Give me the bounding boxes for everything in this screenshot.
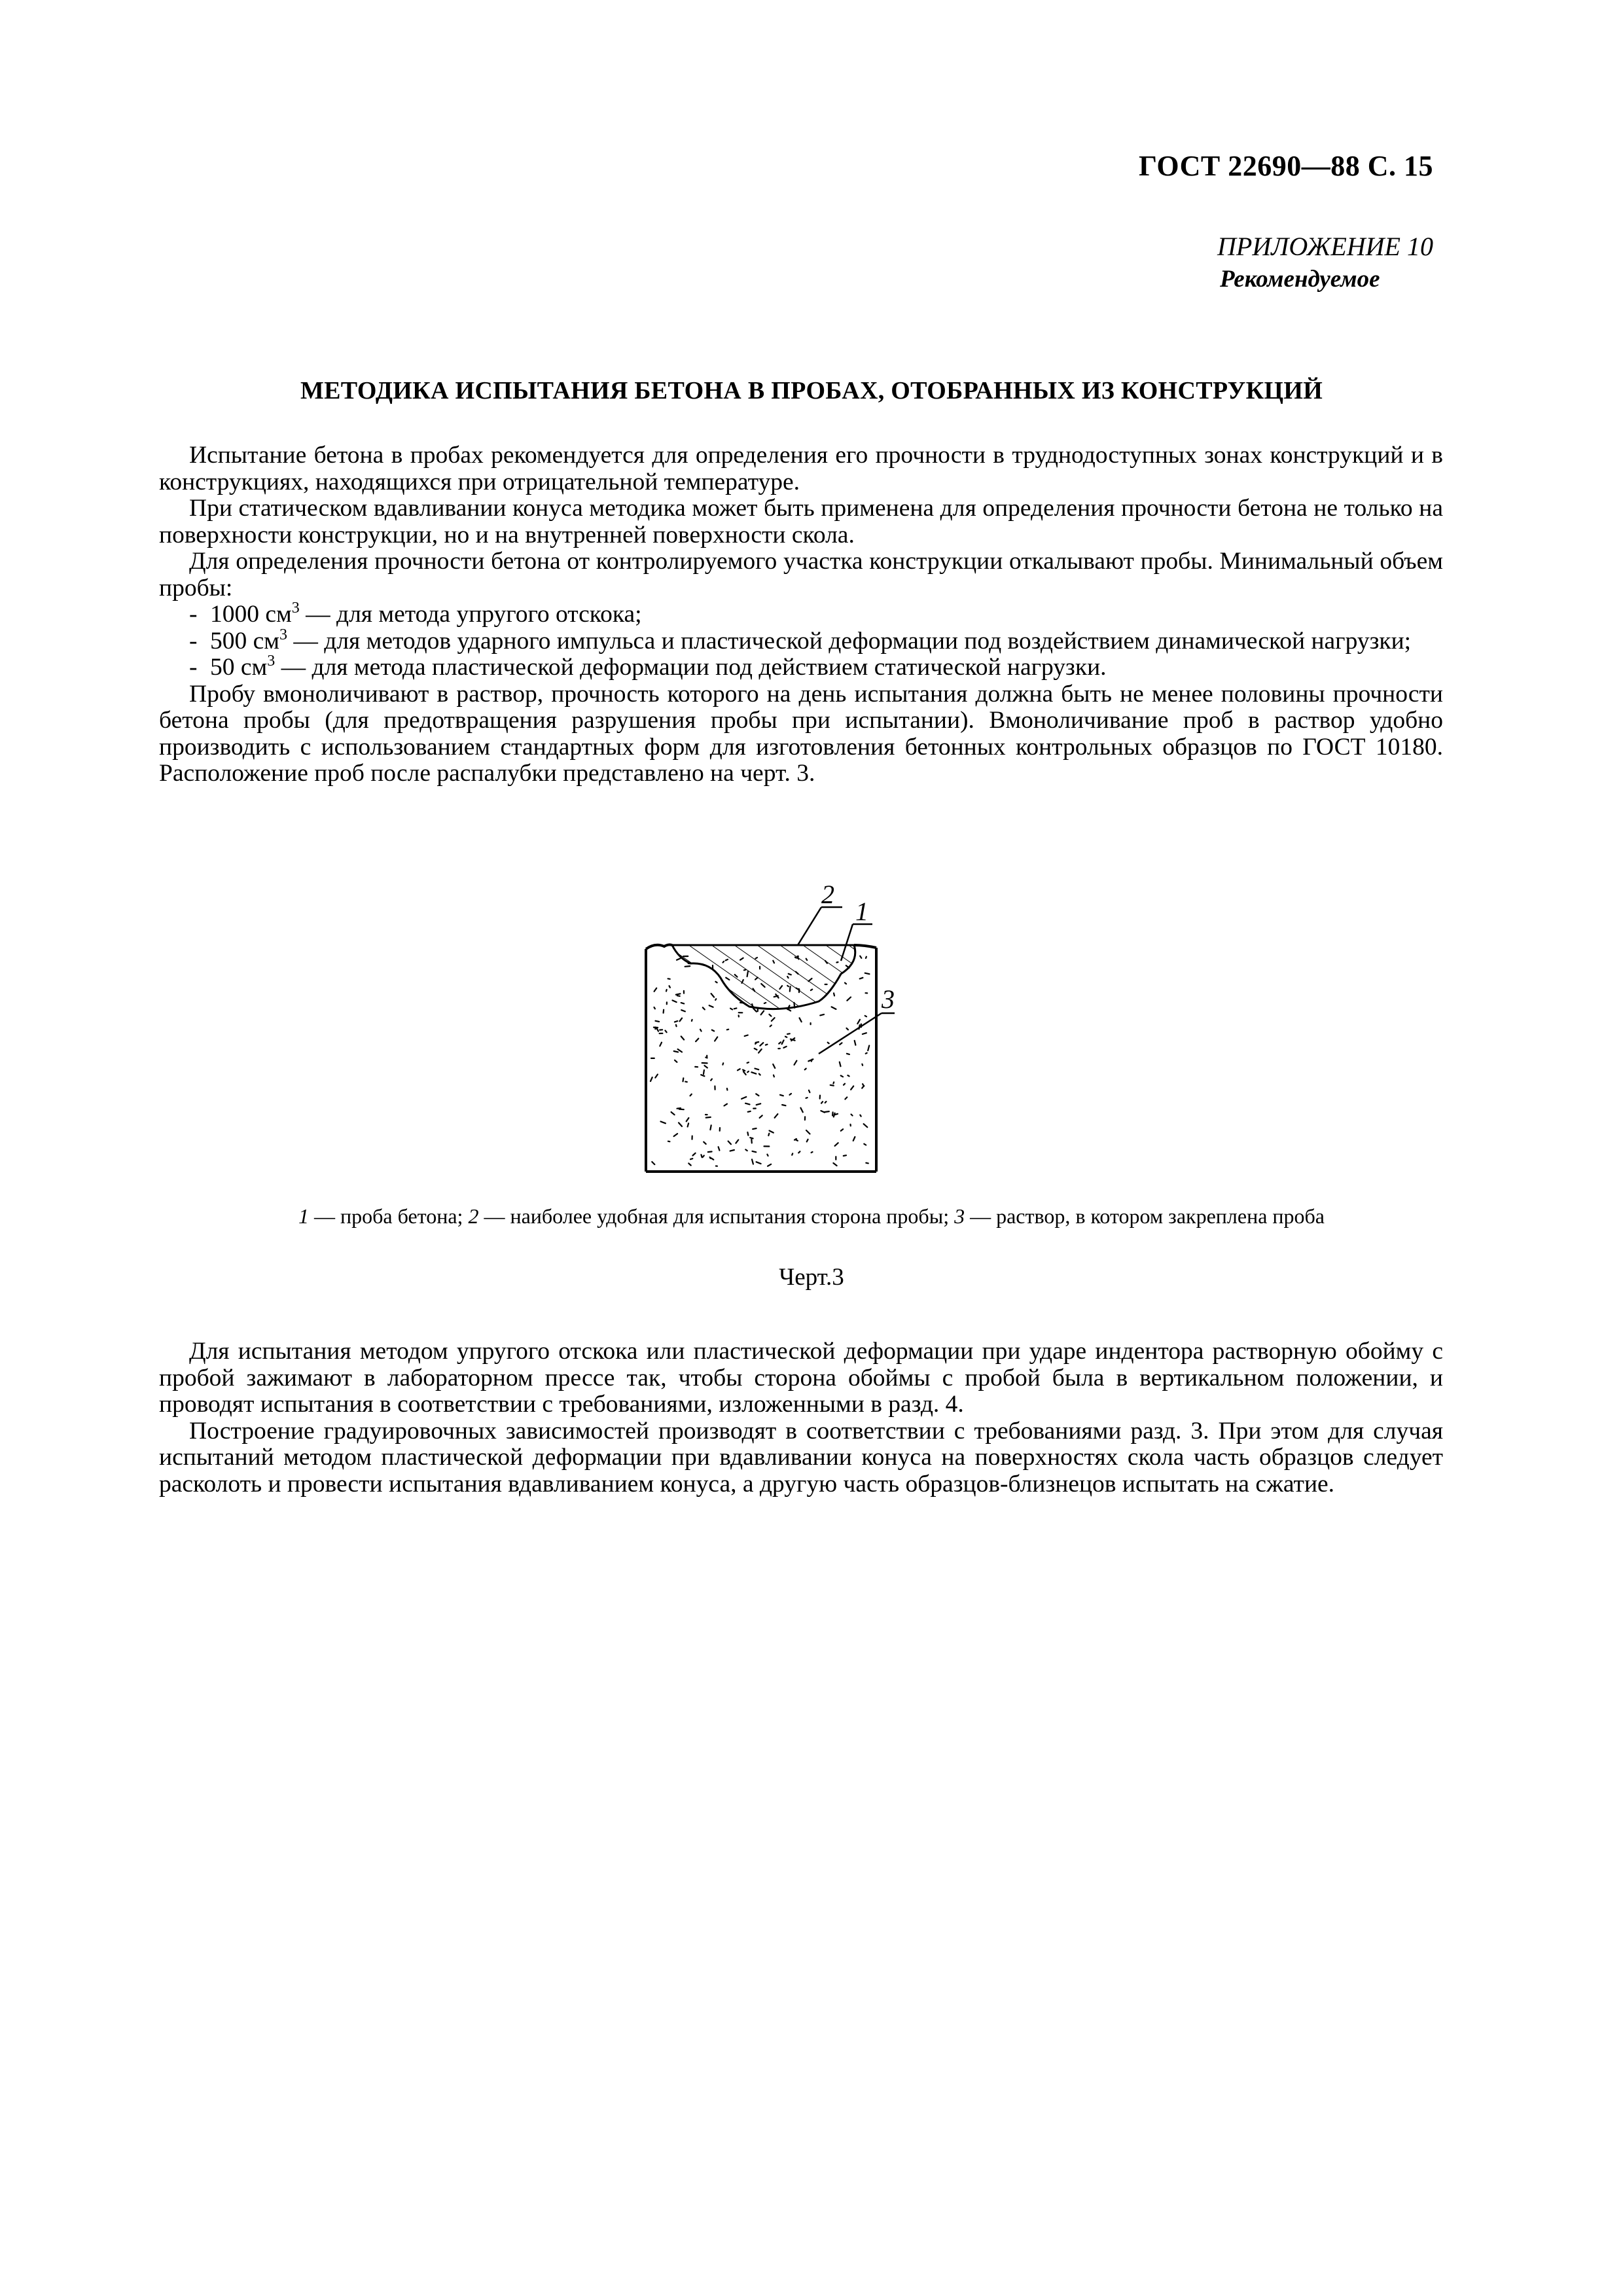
mortar-speck: [705, 1066, 707, 1067]
mortar-speck: [864, 1124, 868, 1127]
mortar-speck: [779, 1042, 781, 1043]
mortar-speck: [828, 1043, 829, 1044]
mortar-speck: [866, 1053, 867, 1054]
mortar-speck: [751, 1139, 752, 1143]
list-volume: 1000 см: [210, 601, 292, 628]
list-item: [159, 601, 1443, 628]
paragraph-static-cone: При статическом вдавливании конуса методика может быть применена для определения прочности бетона не только на поверхности конструкции, но и на внутренней поверхности скола.: [159, 495, 1443, 548]
mortar-speck: [756, 1042, 759, 1043]
list-power: 3: [267, 653, 276, 670]
mortar-speck: [845, 1097, 847, 1099]
mortar-speck: [688, 1163, 690, 1165]
mortar-speck: [747, 1062, 749, 1063]
list-text: — для методов ударного импульса и пластической деформации под воздействием динамической нагрузки;: [287, 627, 1412, 655]
mortar-speck: [708, 1152, 712, 1153]
figure-caption: [0, 1204, 1623, 1229]
mortar-speck: [651, 1077, 652, 1081]
mortar-speck: [745, 1035, 748, 1037]
mortar-speck: [783, 1047, 786, 1048]
appendix-status: Рекомендуемое: [1220, 266, 1380, 293]
mortar-speck: [666, 990, 667, 992]
mortar-speck: [696, 1039, 698, 1042]
callout-3: 3: [882, 984, 895, 1014]
mortar-speck: [820, 1014, 824, 1016]
mortar-speck: [683, 1078, 684, 1081]
mortar-speck: [760, 1043, 763, 1046]
mortar-speck: [722, 1063, 723, 1064]
mortar-speck: [757, 1162, 761, 1164]
mortar-speck: [674, 1134, 678, 1136]
list-item: [159, 628, 1443, 655]
paragraph-calibration: Построение градуировочных зависимостей производят в соответствии с требованиями разд. 3. При этом для случая испытаний методом пластической деформации при вдавливании конуса на поверхностях скола часть образцов следует расколоть и провести испытания вдавливанием конуса, а другую часть образцов-близнецов испытать на сжатие.: [159, 1417, 1443, 1498]
caption-num: 3: [954, 1204, 965, 1228]
mortar-speck: [755, 1049, 757, 1050]
mortar-speck: [679, 1109, 684, 1110]
mortar-speck: [794, 1061, 797, 1065]
mortar-speck: [677, 958, 681, 960]
mortar-speck: [798, 1151, 800, 1153]
caption-text: — проба бетона;: [308, 1204, 469, 1228]
mortar-speck: [668, 978, 670, 979]
mortar-speck: [840, 1043, 842, 1045]
mortar-speck: [807, 1139, 808, 1142]
mortar-speck: [832, 1112, 833, 1115]
callout-2: 2: [821, 885, 834, 909]
mortar-speck: [730, 1150, 734, 1151]
mortar-speck: [751, 1072, 756, 1073]
mortar-speck: [840, 1062, 841, 1067]
mortar-speck: [712, 1030, 714, 1031]
appendix-label: [1217, 230, 1433, 296]
mortar-speck: [862, 1086, 864, 1088]
mortar-speck: [730, 1009, 732, 1010]
mortar-speck: [700, 1030, 702, 1031]
mortar-speck: [780, 1095, 783, 1096]
paragraph-testing: Для испытания методом упругого отскока или пластической деформации при ударе индентора растворную обойму с пробой зажимают в лабораторном прессе так, чтобы сторона обоймы с пробой была в вертикальном положении, и проводят испытания в соответствии с требованиями, изложенными в разд. 4.: [159, 1338, 1443, 1418]
mortar-speck: [761, 1011, 764, 1015]
mortar-speck: [841, 1129, 843, 1131]
mortar-speck: [832, 1007, 836, 1009]
caption-num: 2: [468, 1204, 479, 1228]
mortar-speck: [866, 1163, 868, 1164]
mortar-speck: [844, 1084, 845, 1085]
mortar-speck: [701, 1155, 702, 1157]
mortar-speck: [767, 1155, 768, 1156]
leader-line: [819, 1013, 882, 1054]
mortar-speck: [709, 1005, 713, 1007]
mortar-speck: [864, 1144, 866, 1145]
leader-line: [798, 907, 821, 945]
mortar-speck: [747, 1132, 748, 1136]
mortar-speck: [660, 1043, 662, 1047]
mortar-speck: [727, 1088, 728, 1090]
concrete-sample: [672, 945, 855, 1009]
list-text: — для метода пластической деформации под действием статической нагрузки.: [275, 654, 1107, 681]
text-block-after-figure: [159, 1338, 1443, 1498]
mortar-speck: [745, 1149, 747, 1151]
mortar-speck: [661, 1122, 666, 1124]
mortar-speck: [805, 1069, 806, 1070]
mortar-speck: [710, 1125, 711, 1130]
figure-number: Черт.3: [779, 1264, 844, 1291]
list-dash: -: [189, 654, 198, 681]
mortar-speck: [654, 988, 657, 992]
mortar-speck: [835, 1143, 838, 1146]
list-text: — для метода упругого отскока;: [299, 601, 642, 628]
mortar-speck: [847, 997, 851, 1001]
mortar-speck: [782, 1040, 784, 1044]
mortar-speck: [824, 1111, 829, 1112]
mortar-speck: [671, 1112, 675, 1115]
mortar-speck: [654, 1007, 655, 1009]
mortar-speck: [796, 1139, 798, 1141]
mortar-speck: [656, 1021, 660, 1022]
mortar-speck: [753, 1151, 757, 1152]
caption-text: — раствор, в котором закреплена проба: [965, 1204, 1325, 1228]
mortar-speck: [666, 1031, 667, 1033]
list-item: [159, 655, 1443, 681]
mortar-speck: [812, 1152, 813, 1153]
caption-text: — наиболее удобная для испытания сторона пробы;: [478, 1204, 955, 1228]
mortar-speck: [669, 986, 670, 988]
appendix-number: ПРИЛОЖЕНИЕ 10: [1217, 232, 1433, 261]
callout-1: 1: [855, 897, 868, 926]
mortar-speck: [748, 1111, 751, 1112]
mortar-speck: [747, 1071, 749, 1072]
mortar-speck: [679, 1122, 682, 1126]
mortar-speck: [770, 1025, 772, 1026]
mortar-speck: [680, 1018, 683, 1022]
mortar-speck: [738, 1069, 740, 1070]
document-title: МЕТОДИКА ИСПЫТАНИЯ БЕТОНА В ПРОБАХ, ОТОБРАННЫХ ИЗ КОНСТРУКЦИЙ: [300, 377, 1323, 404]
mortar-speck: [788, 1009, 791, 1011]
mortar-speck: [752, 1159, 753, 1164]
mortar-speck: [825, 1102, 827, 1103]
mortar-speck: [845, 983, 846, 984]
list-dash: -: [189, 627, 198, 655]
mortar-speck: [676, 1025, 677, 1027]
mortar-speck: [719, 1147, 720, 1150]
mortar-speck: [756, 1094, 758, 1096]
mortar-speck: [711, 994, 715, 997]
mortar-speck: [675, 1060, 677, 1062]
mortar-speck: [690, 1094, 692, 1096]
mortar-speck: [800, 1108, 802, 1113]
list-volume: 50 см: [210, 654, 268, 681]
mortar-speck: [711, 1158, 713, 1160]
mortar-speck: [860, 956, 861, 958]
mortar-speck: [693, 1153, 696, 1156]
mortar-speck: [844, 1155, 846, 1156]
mortar-speck: [860, 978, 863, 979]
mortar-speck: [724, 1104, 728, 1106]
mortar-speck: [772, 1018, 775, 1021]
mortar-speck: [769, 1014, 771, 1016]
mortar-speck: [743, 1070, 745, 1071]
mortar-speck: [685, 966, 690, 967]
paragraph-purpose: Испытание бетона в пробах рекомендуется для определения его прочности в труднодоступных зонах конструкций и в конструкциях, находящихся при отрицательной температуре.: [159, 442, 1443, 495]
mortar-speck: [703, 1156, 704, 1158]
mortar-speck: [743, 1071, 746, 1075]
mortar-speck: [809, 1090, 810, 1092]
mortar-speck: [711, 1079, 712, 1081]
mortar-speck: [833, 1082, 834, 1083]
mortar-speck: [703, 1007, 705, 1009]
list-dash: -: [189, 601, 198, 628]
mortar-speck: [868, 1046, 869, 1051]
caption-num: 1: [298, 1204, 309, 1228]
mortar-speck: [860, 1115, 861, 1117]
mortar-speck: [821, 1102, 823, 1103]
mortar-speck: [792, 1153, 793, 1155]
paragraph-sampling: Для определения прочности бетона от контролируемого участка конструкции откалывают пробы. Минимальный объем пробы:: [159, 548, 1443, 601]
mortar-speck: [770, 1131, 774, 1133]
mortar-speck: [775, 1114, 778, 1118]
mortar-speck: [862, 1064, 863, 1066]
mortar-speck: [675, 1021, 677, 1022]
mortar-speck: [847, 1028, 849, 1030]
mortar-speck: [745, 1103, 749, 1105]
mortar-speck: [753, 1009, 757, 1012]
mortar-speck: [787, 1033, 790, 1034]
mortar-speck: [674, 1051, 678, 1052]
mortar-speck: [668, 1141, 670, 1142]
mortar-speck: [687, 1118, 689, 1121]
mortar-speck: [677, 1108, 681, 1109]
mortar-speck: [715, 982, 717, 983]
mortar-speck: [806, 1130, 810, 1134]
list-power: 3: [279, 626, 287, 643]
mortar-speck: [759, 1074, 760, 1075]
mortar-speck: [834, 1113, 835, 1117]
mortar-speck: [685, 1082, 687, 1083]
mortar-speck: [690, 1158, 692, 1159]
mortar-speck: [790, 1094, 792, 1095]
list-volume: 500 см: [210, 627, 279, 655]
sample-drawing: [625, 885, 900, 1173]
mortar-speck: [681, 1036, 684, 1039]
page-header: ГОСТ 22690—88 С. 15: [1138, 150, 1433, 182]
mortar-speck: [851, 1086, 853, 1089]
mortar-speck: [758, 1049, 762, 1053]
mortar-speck: [757, 1103, 761, 1105]
mortar-speck: [851, 1115, 853, 1116]
text-block-before-figure: [159, 442, 1443, 787]
mortar-speck: [753, 1128, 756, 1129]
figure-sample-in-mortar: [625, 885, 900, 1173]
mortar-speck: [833, 1163, 836, 1166]
mortar-speck: [808, 1059, 813, 1061]
mortar-speck: [734, 1008, 737, 1009]
mortar-speck: [688, 1123, 689, 1126]
paragraph-embedding: Пробу вмоноличивают в раствор, прочность которого на день испытания должна быть не менее половины прочности бетона пробы (для предотвращения разрушения пробы при испытании). Вмоноличивание проб в раствор удобно производить с использованием стандартных форм для изготовления бетонных контрольных образцов по ГОСТ 10180. Расположение проб после распалубки представлено на черт. 3.: [159, 680, 1443, 787]
mortar-speck: [728, 1141, 731, 1145]
mortar-speck: [652, 1162, 654, 1164]
mortar-speck: [655, 1075, 658, 1078]
mortar-speck: [768, 1164, 771, 1166]
mortar-speck: [656, 1028, 658, 1031]
mortar-speck: [863, 1033, 866, 1034]
mortar-speck: [673, 1000, 677, 1002]
mortar-speck: [855, 1041, 856, 1045]
mortar-speck: [830, 1085, 834, 1086]
mortar-speck: [760, 1115, 762, 1118]
mortar-speck: [755, 1069, 758, 1070]
mortar-speck: [768, 1134, 769, 1136]
mortar-speck: [715, 999, 716, 1000]
mortar-speck: [715, 1037, 717, 1041]
mortar-speck: [853, 1137, 855, 1141]
mortar-speck: [841, 1075, 843, 1077]
list-power: 3: [291, 600, 300, 617]
mortar-speck: [704, 1142, 706, 1144]
mortar-speck: [773, 1064, 775, 1068]
mortar-speck: [800, 1018, 802, 1022]
mortar-speck: [865, 973, 870, 975]
mortar-speck: [847, 1075, 849, 1076]
mortar-speck: [736, 1140, 738, 1143]
mortar-speck: [701, 1075, 704, 1076]
mortar-speck: [857, 1020, 860, 1024]
mortar-speck: [706, 1117, 711, 1118]
mortar-speck: [681, 1010, 685, 1011]
mortar-speck: [741, 1097, 746, 1099]
